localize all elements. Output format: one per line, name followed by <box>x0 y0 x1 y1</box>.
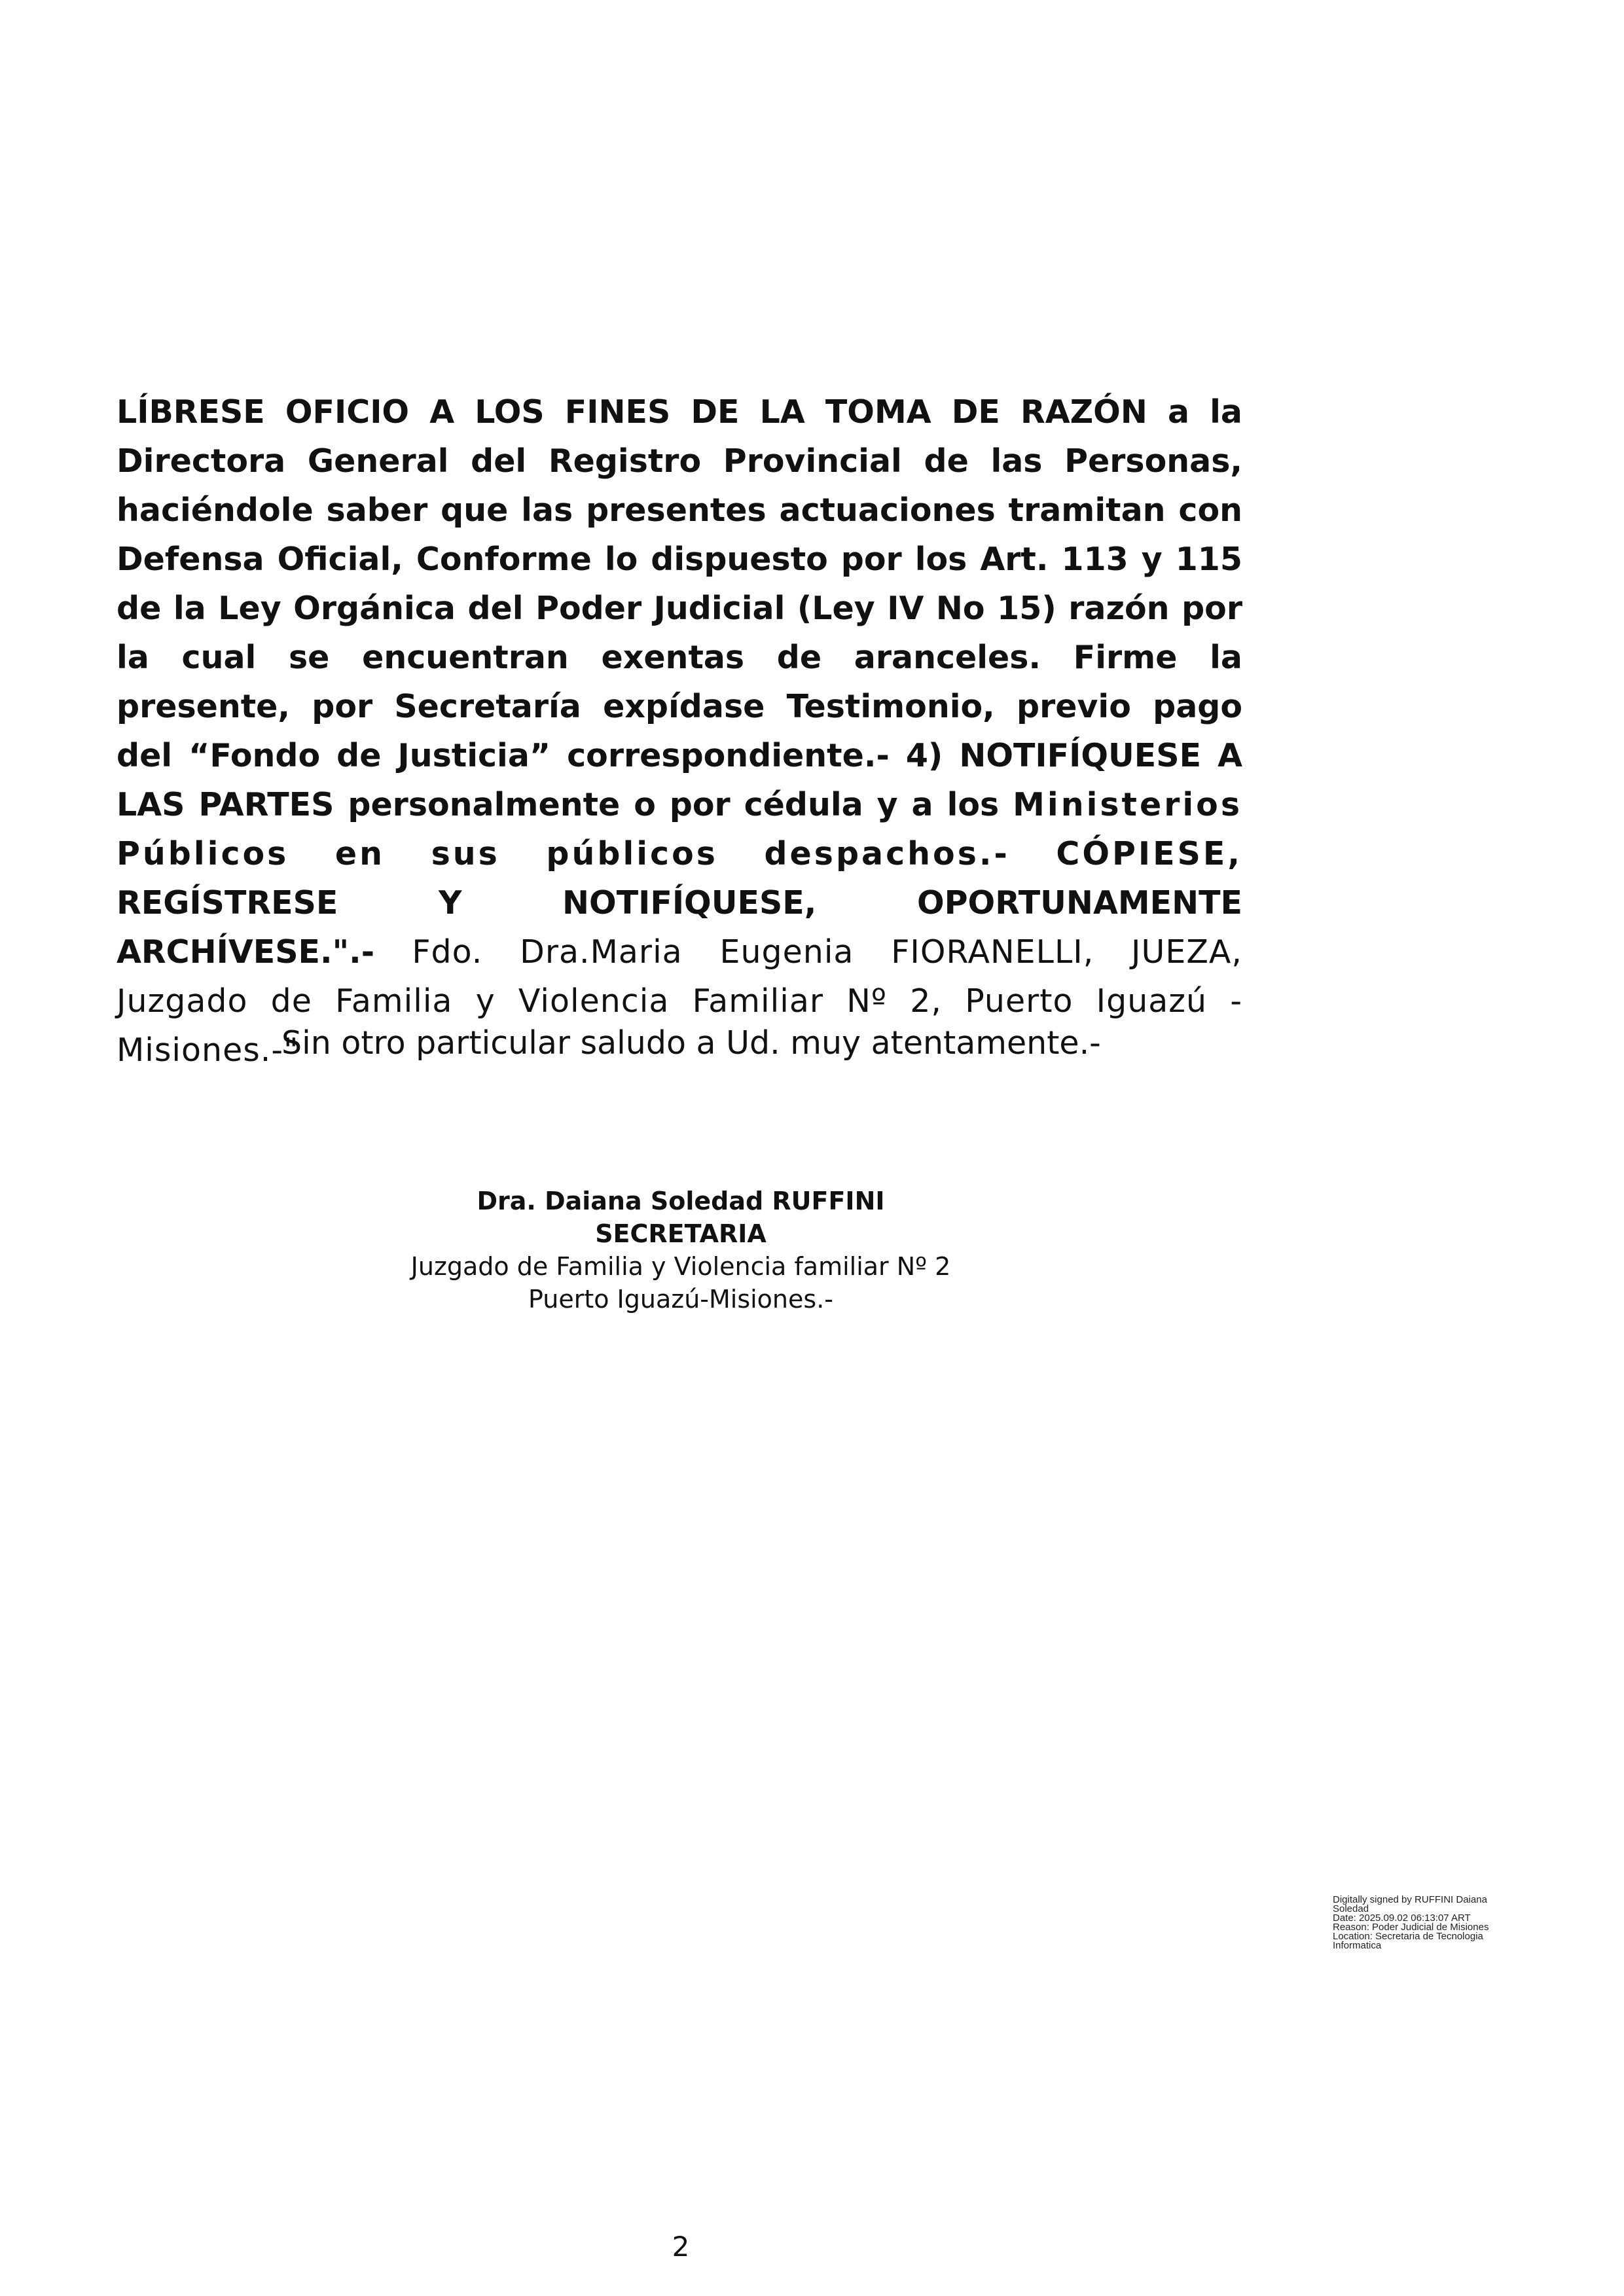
signer-court: Juzgado de Familia y Violencia familiar Nº 2 <box>410 1252 951 1281</box>
digital-signature-line: Soledad <box>1333 1903 1369 1914</box>
body-signature-reference: Fdo. Dra.Maria Eugenia FIORANELLI, JUEZA, Juzgado de Familia y Violencia Familiar Nº 2, Puerto Iguazú - Misiones.-" <box>117 933 1242 1069</box>
digital-signature-date: Date: 2025.09.02 06:13:07 ART <box>1333 1912 1471 1924</box>
signer-role: SECRETARIA <box>595 1219 767 1248</box>
signer-name: Dra. Daiana Soledad RUFFINI <box>477 1187 885 1215</box>
closing-salutation: Sin otro particular saludo a Ud. muy atentamente.- <box>281 1024 1101 1062</box>
digital-signature-line: Informatica <box>1333 1940 1382 1951</box>
page-number: 2 <box>672 2231 690 2263</box>
signature-block <box>288 1185 1074 1316</box>
digital-signature-stamp <box>1333 1895 1529 1950</box>
digital-signature-location: Location: Secretaria de Tecnologia <box>1333 1931 1483 1942</box>
digital-signature-line: Digitally signed by RUFFINI Daiana <box>1333 1894 1487 1905</box>
digital-signature-reason: Reason: Poder Judicial de Misiones <box>1333 1922 1489 1933</box>
body-paragraph <box>117 387 1242 1075</box>
body-bold-spaced-text: Ministerios Públicos en sus públicos despachos.- CÓPIESE, <box>117 786 1242 872</box>
body-bold-closing-text: REGÍSTRESE Y NOTIFÍQUESE, OPORTUNAMENTE ARCHÍVESE.".- <box>117 884 1242 971</box>
body-bold-text: LÍBRESE OFICIO A LOS FINES DE LA TOMA DE RAZÓN a la Directora General del Registro Provincial de las Personas, haciéndole saber que las presentes actuaciones tramitan con Defensa Oficial, Conforme lo dispuesto por los Art. 113 y 115 de la Ley Orgánica del Poder Judicial (Ley IV No 15) razón por la cual se encuentran exentas de aranceles. Firme la presente, por Secretaría expídase Testimonio, previo pago del “Fondo de Justicia” correspondiente.- 4) NOTIFÍQUESE A LAS PARTES personalmente o por cédula y a los <box>117 393 1242 823</box>
signer-location: Puerto Iguazú-Misiones.- <box>528 1285 833 1314</box>
